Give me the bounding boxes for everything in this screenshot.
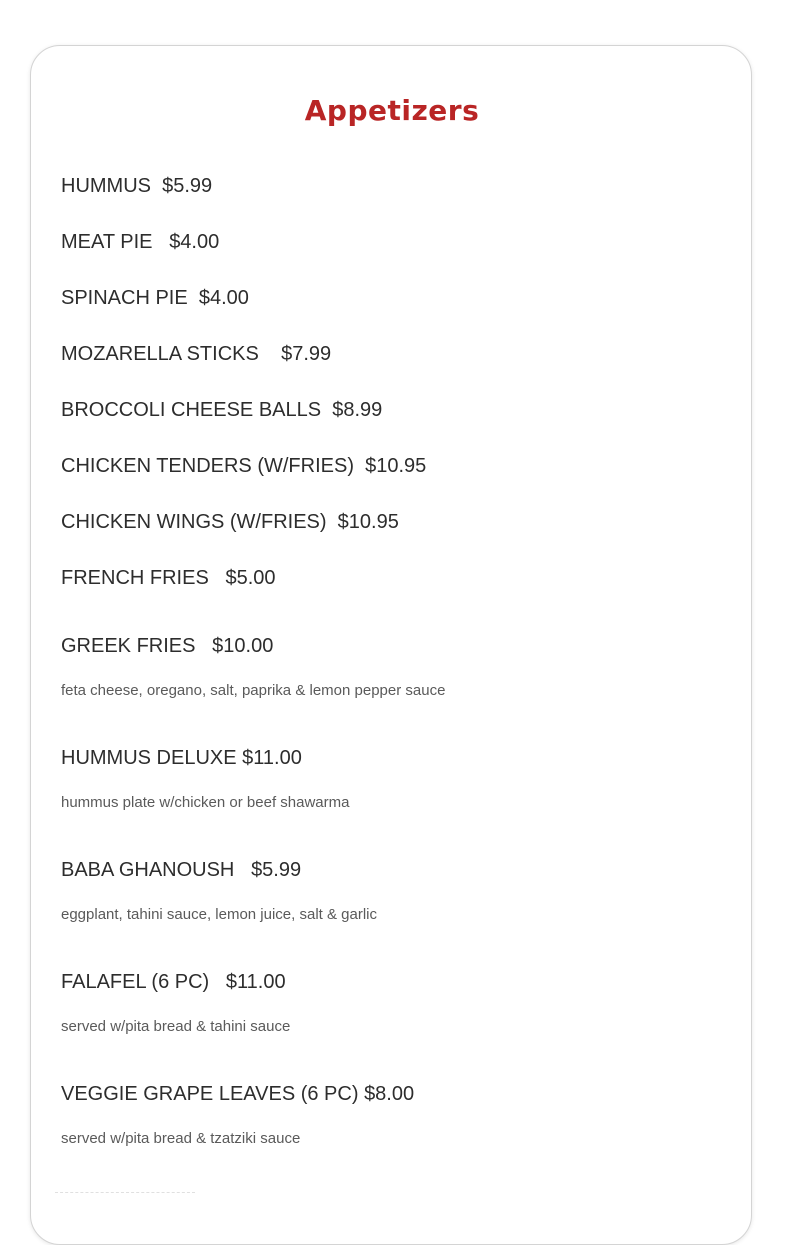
item-name: BABA GHANOUSH (61, 859, 235, 881)
item-gap (195, 635, 212, 657)
item-description: feta cheese, oregano, salt, paprika & lemon pepper sauce (61, 682, 446, 699)
item-price: $8.99 (332, 399, 383, 421)
menu-item-greek-fries (61, 634, 273, 658)
item-gap (259, 343, 281, 365)
item-name: SPINACH PIE (61, 287, 188, 309)
menu-item-falafel (61, 970, 286, 994)
item-gap (354, 455, 365, 477)
item-gap (151, 175, 162, 197)
item-price: $5.99 (162, 175, 213, 197)
item-name: FALAFEL (6 PC) (61, 971, 210, 993)
item-gap (327, 511, 338, 533)
menu-item-hummus (61, 174, 212, 198)
item-gap (188, 287, 199, 309)
item-name: GREEK FRIES (61, 635, 196, 657)
item-price: $10.95 (365, 455, 427, 477)
item-name: CHICKEN WINGS (W/FRIES) (61, 511, 327, 533)
item-price: $8.00 (364, 1083, 415, 1105)
menu-item-hummus-deluxe (61, 746, 302, 770)
item-name: MEAT PIE (61, 231, 153, 253)
item-gap (209, 567, 226, 589)
item-name: HUMMUS DELUXE (61, 747, 237, 769)
item-description: served w/pita bread & tahini sauce (61, 1018, 291, 1035)
item-name: BROCCOLI CHEESE BALLS (61, 399, 322, 421)
menu-item-chicken-tenders (61, 454, 426, 478)
item-price: $4.00 (198, 287, 249, 309)
item-price: $10.95 (337, 511, 399, 533)
item-price: $11.00 (225, 971, 286, 993)
item-gap (209, 971, 226, 993)
menu-item-meat-pie (61, 230, 219, 254)
item-price: $4.00 (169, 231, 220, 253)
item-price: $7.99 (281, 343, 332, 365)
item-name: MOZARELLA STICKS (61, 343, 259, 365)
item-description: hummus plate w/chicken or beef shawarma (61, 794, 350, 811)
menu-item-baba-ghanoush (61, 858, 301, 882)
item-description: eggplant, tahini sauce, lemon juice, salt & garlic (61, 906, 378, 923)
item-description: served w/pita bread & tzatziki sauce (61, 1130, 301, 1147)
item-gap (234, 859, 251, 881)
item-price: $10.00 (212, 635, 274, 657)
item-price: $5.00 (225, 567, 276, 589)
item-name: CHICKEN TENDERS (W/FRIES) (61, 455, 354, 477)
item-price: $5.99 (251, 859, 302, 881)
item-gap (153, 231, 170, 253)
menu-item-mozarella-sticks (61, 342, 331, 366)
section-title: Appetizers (304, 94, 480, 127)
menu-card (30, 45, 752, 1245)
item-gap (321, 399, 332, 421)
menu-item-spinach-pie (61, 286, 249, 310)
item-name: VEGGIE GRAPE LEAVES (6 PC) (61, 1083, 359, 1105)
menu-item-chicken-wings (61, 510, 399, 534)
menu-item-broccoli-cheese-balls (61, 398, 382, 422)
item-name: FRENCH FRIES (61, 567, 209, 589)
item-price: $11.00 (242, 747, 302, 769)
menu-item-veggie-grape-leaves (61, 1082, 414, 1106)
item-name: HUMMUS (61, 175, 151, 197)
menu-item-french-fries (61, 566, 276, 590)
